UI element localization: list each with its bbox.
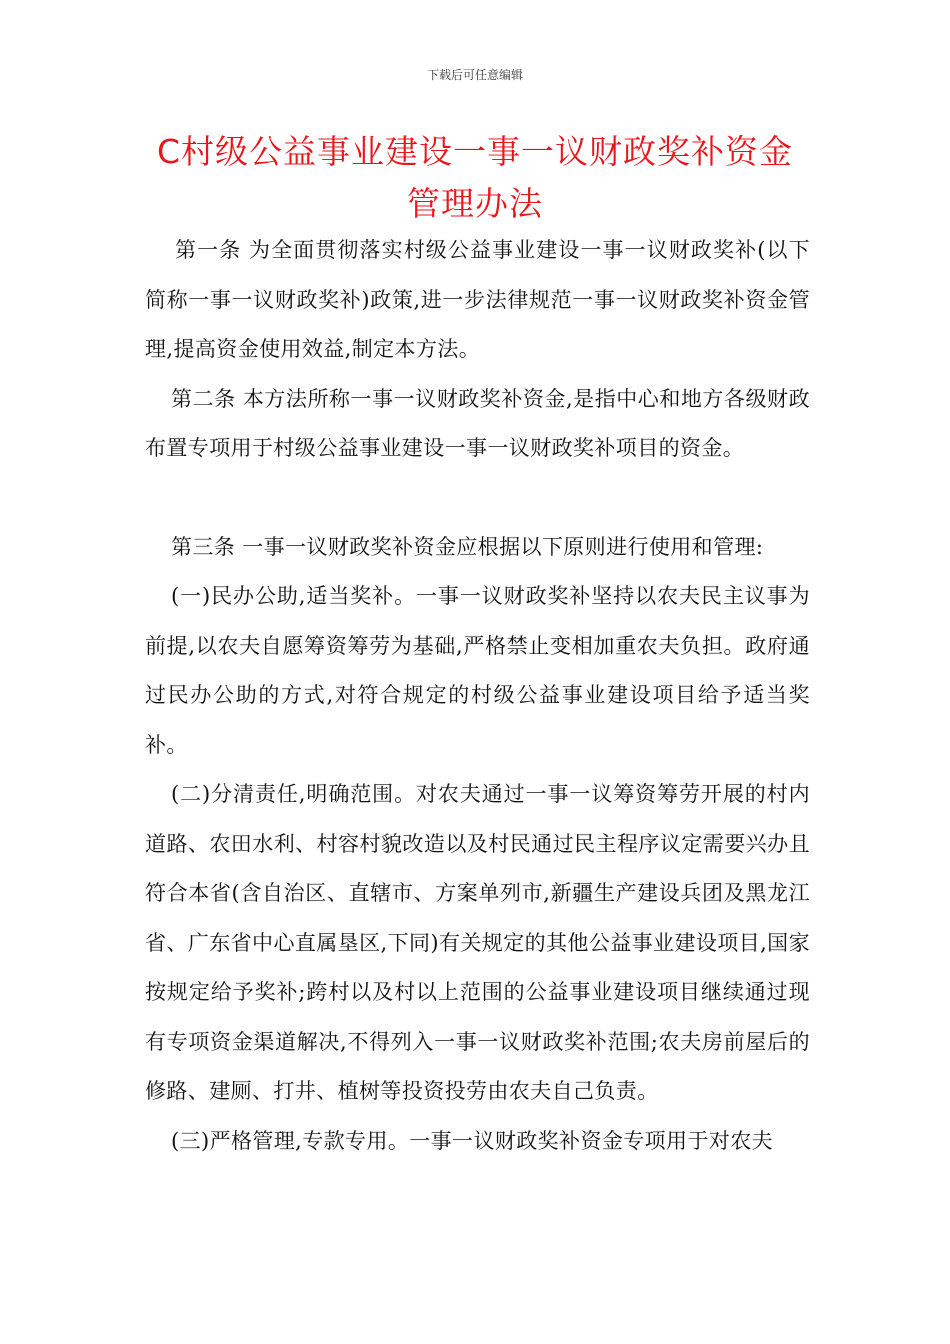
article-3-item-3: (三)严格管理,专款专用。一事一议财政奖补资金专项用于对农夫 bbox=[171, 1128, 774, 1153]
article-3: 第三条 一事一议财政奖补资金应根据以下原则进行使用和管理: bbox=[171, 534, 764, 559]
article-3-item-2: (二)分清责任,明确范围。对农夫通过一事一议筹资筹劳开展的村内道路、农田水利、村容村貌改造以及村民通过民主程序议定需要兴办且符合本省(含自治区、直辖市、方案单列市,新疆生产建设兵团及黑龙江省、广东省中心直属垦区,下同)有关规定的其他公益事业建设项目,国家按规定给予奖补;跨村以及村以上范围的公益事业建设项目继续通过现有专项资金渠道解决,不得列入一事一议财政奖补范围;农夫房前屋后的修路、建厕、打井、植树等投资投劳由农夫自己负责。 bbox=[145, 782, 810, 1103]
document-body bbox=[145, 226, 810, 1166]
document-title bbox=[130, 126, 820, 230]
title-line-1: C村级公益事业建设一事一议财政奖补资金 bbox=[156, 132, 794, 171]
title-line-2: 管理办法 bbox=[407, 184, 543, 223]
header-note: 下载后可任意编辑 bbox=[426, 68, 523, 82]
article-2: 第二条 本方法所称一事一议财政奖补资金,是指中心和地方各级财政布置专项用于村级公益事业建设一事一议财政奖补项目的资金。 bbox=[145, 386, 810, 460]
article-1: 第一条 为全面贯彻落实村级公益事业建设一事一议财政奖补(以下简称一事一议财政奖补)政策,进一步法律规范一事一议财政奖补资金管理,提高资金使用效益,制定本方法。 bbox=[145, 238, 810, 361]
spacer bbox=[145, 474, 810, 523]
article-3-item-1: (一)民办公助,适当奖补。一事一议财政奖补坚持以农夫民主议事为前提,以农夫自愿筹资筹劳为基础,严格禁止变相加重农夫负担。政府通过民办公助的方式,对符合规定的村级公益事业建设项目给予适当奖补。 bbox=[145, 584, 810, 757]
